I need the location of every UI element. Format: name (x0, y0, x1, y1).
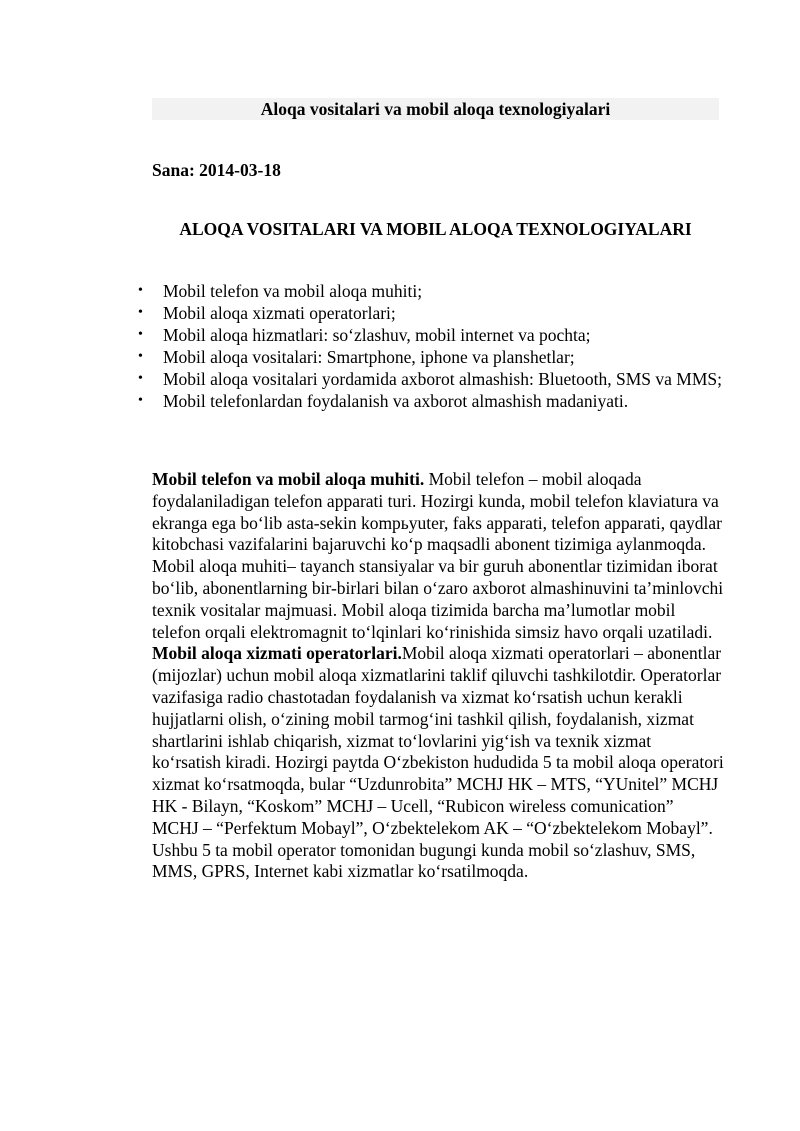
topic-item-3: • Mobil aloqa hizmatlari: so‘zlashuv, mobil internet va pochta; (163, 324, 723, 346)
topic-item-4: • Mobil aloqa vositalari: Smartphone, iphone va planshetlar; (163, 346, 723, 368)
paragraph-heading: Mobil telefon va mobil aloqa muhiti. (152, 469, 425, 489)
topic-item-6: • Mobil telefonlardan foydalanish va axborot almashish madaniyati. (163, 390, 723, 412)
paragraph-heading: Mobil aloqa xizmati operatorlari. (152, 643, 402, 664)
topic-item-5: • Mobil aloqa vositalari yordamida axborot almashish: Bluetooth, SMS va MMS; (163, 368, 723, 390)
document-body (152, 469, 724, 883)
paragraph-text: Mobil telefon – mobil aloqada foydalaniladigan telefon apparati turi. Hozirgi kunda, mobil telefon klaviatura va ekranga ega bo‘lib asta-sekin kompьyuter, faks apparati, telefon apparati, qaydlar kitobchasi vazifalarini bajaruvchi ko‘p maqsadli abonent tizimiga aylanmoqda. Mobil aloqa muhiti– tayanch stansiyalar va bir guruh abonentlar tizimidan iborat bo‘lib, abonentlarning bir-birlari bilan o‘zaro axborot almashinuvini ta’minlovchi texnik vositalar majmuasi. Mobil aloqa tizimida barcha ma’lumotlar mobil telefon orqali elektromagnit to‘lqinlari ko‘rinishida simsiz havo orqali uzatiladi. (152, 469, 724, 642)
document-date: Sana: 2014-03-18 (152, 160, 281, 180)
document-title: Aloqa vositalari va mobil aloqa texnologiyalari (152, 98, 719, 120)
topic-list (163, 280, 723, 412)
paragraph-text: Mobil aloqa xizmati operatorlari – abonentlar (mijozlar) uchun mobil aloqa xizmatlarini taklif qiluvchi tashkilotdir. Operatorlar vazifasiga radio chastotadan foydalanish va xizmat ko‘rsatish uchun kerakli hujjatlarni olish, o‘zining mobil tarmog‘ini tashkil qilish, foydalanish, xizmat shartlarini ishlab chiqarish, xizmat to‘lovlarini yig‘ish va texnik xizmat ko‘rsatish kiradi. Hozirgi paytda O‘zbekiston hududida 5 ta mobil aloqa operatori xizmat ko‘rsatmoqda, bular “Uzdunrobita” MCHJ HK – MTS, “YUnitel” MCHJ HK - Bilayn, “Koskom” MCHJ – Ucell, “Rubicon wireless comunication” MCHJ – “Perfektum Mobayl”, O‘zbektelekom AK – “O‘zbektelekom Mobayl”. Ushbu 5 ta mobil operator tomonidan bugungi kunda mobil so‘zlashuv, SMS, MMS, GPRS, Internet kabi xizmatlar ko‘rsatilmoqda. (152, 643, 724, 882)
paragraph-mobile-phone (152, 469, 724, 643)
section-heading: ALOQA VOSITALARI VA MOBIL ALOQA TEXNOLOGIYALARI (179, 219, 692, 239)
topic-item-1: • Mobil telefon va mobil aloqa muhiti; (163, 280, 723, 302)
paragraph-operators (152, 643, 724, 883)
topic-item-2: • Mobil aloqa xizmati operatorlari; (163, 302, 723, 324)
